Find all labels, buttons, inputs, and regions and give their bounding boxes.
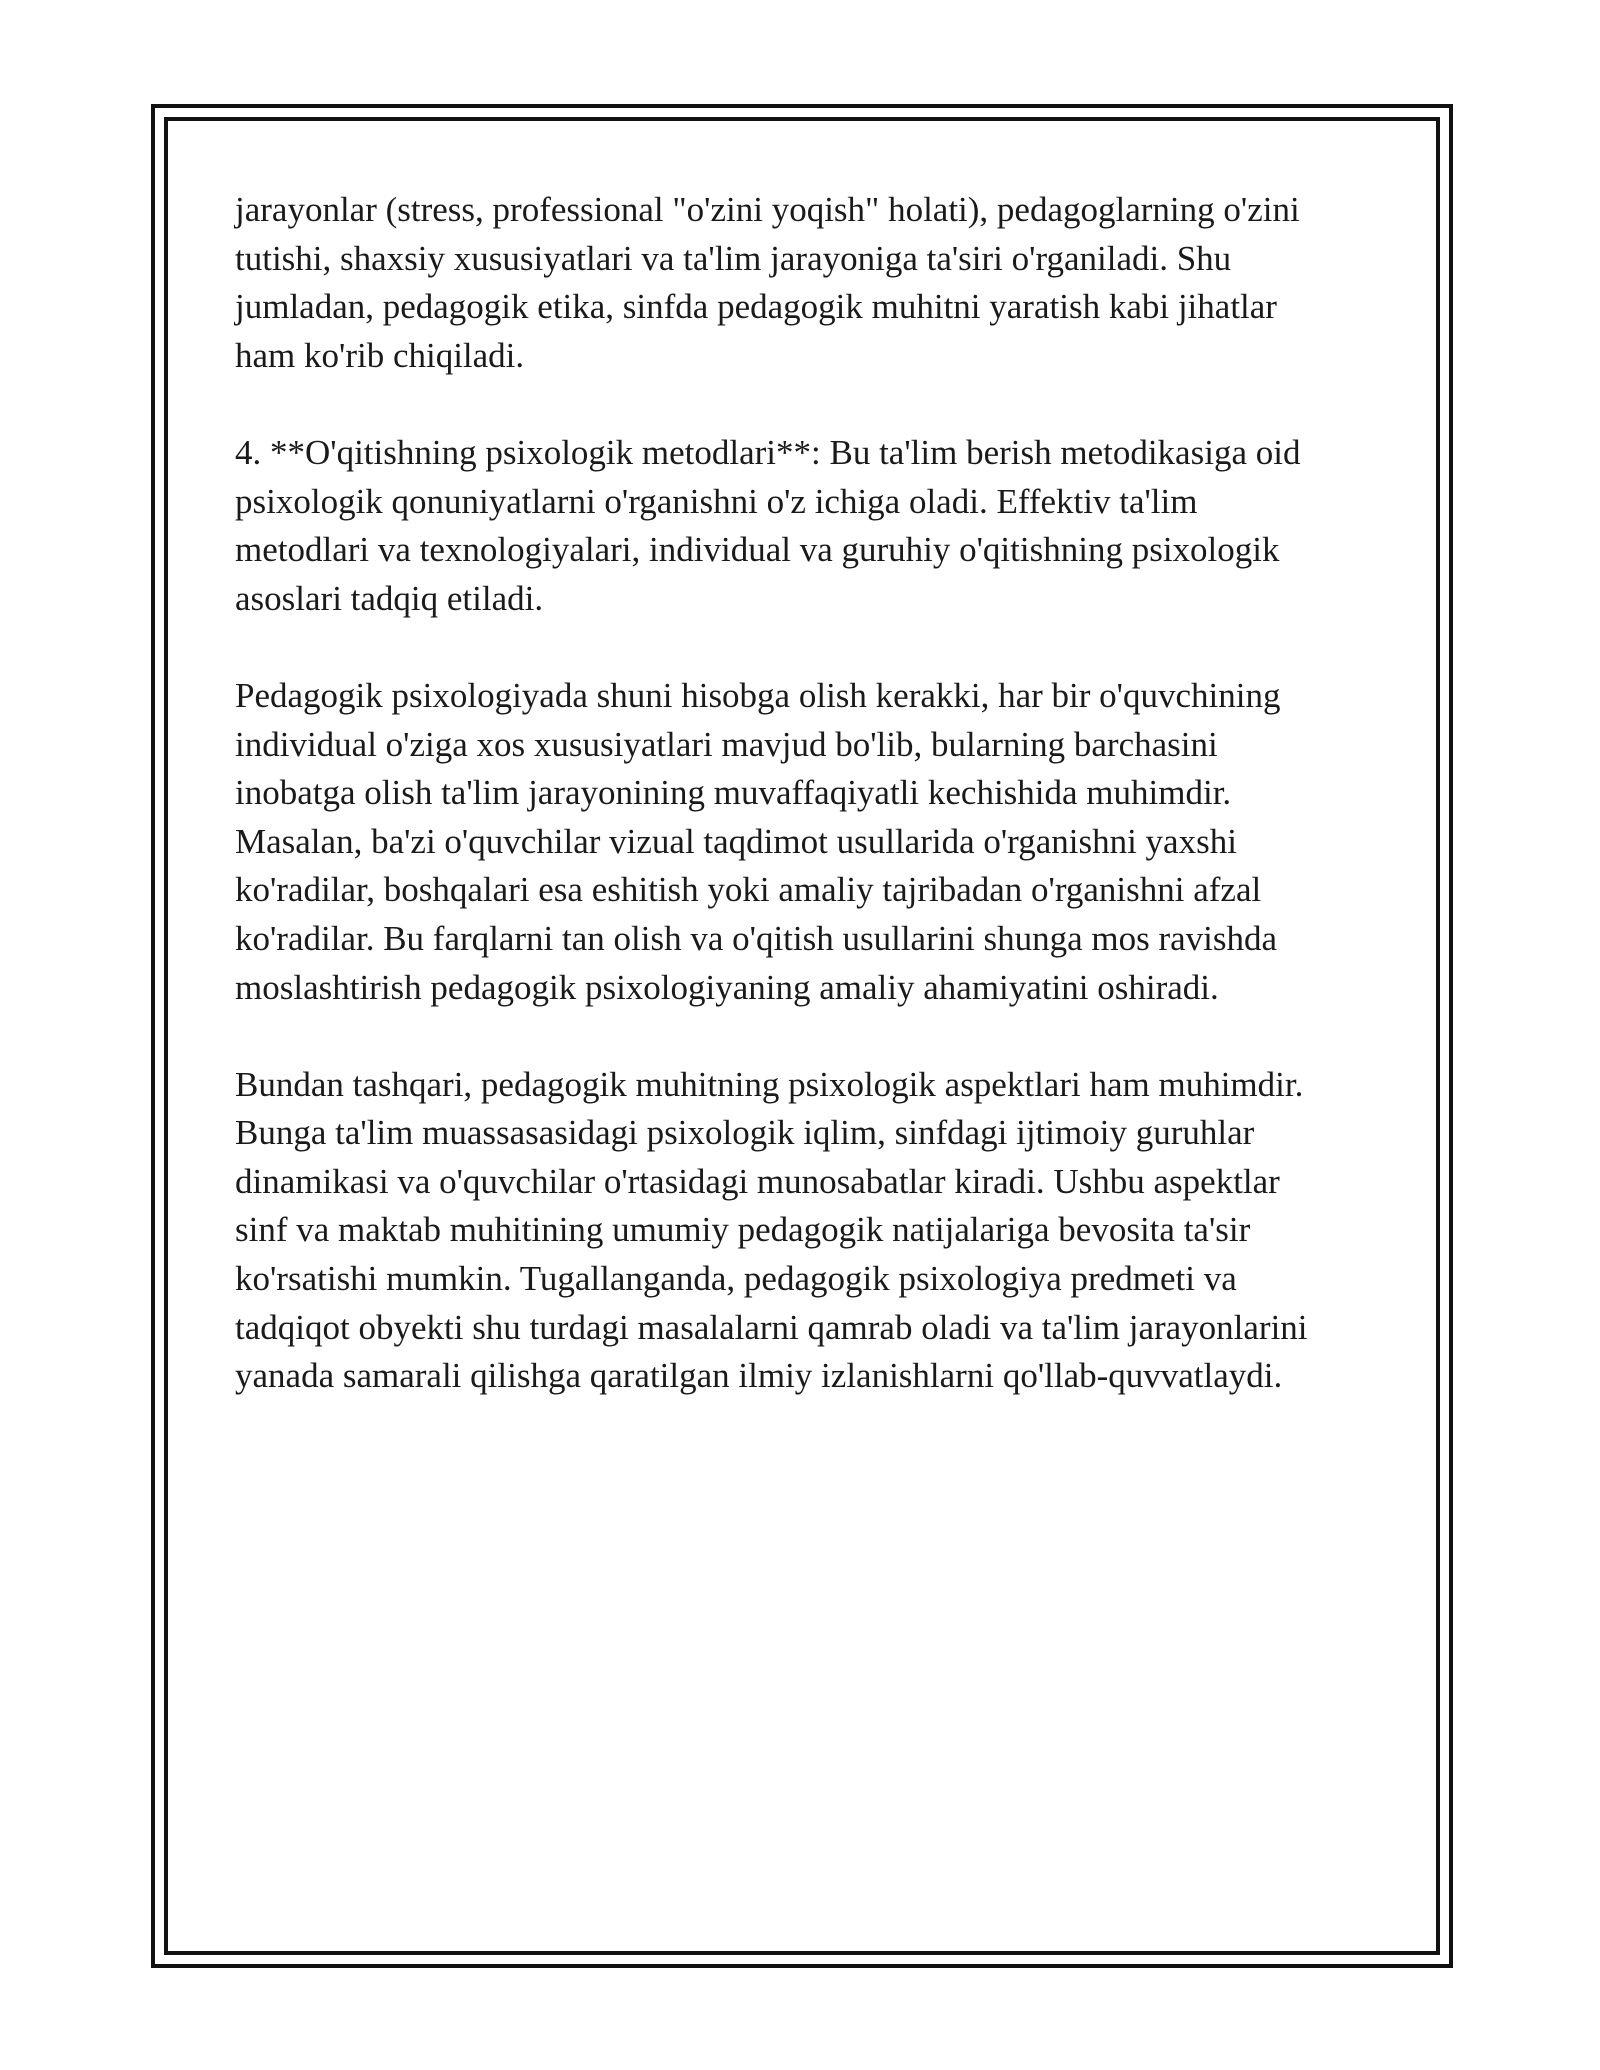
document-body: [235, 186, 1385, 1449]
text-line: tutishi, shaxsiy xususiyatlari va ta'lim jarayoniga ta'siri o'rganiladi. Shu: [235, 238, 1232, 278]
text-line: ham ko'rib chiqiladi.: [235, 335, 525, 375]
text-line: ko'radilar. Bu farqlarni tan olish va o'qitish usullarini shunga mos ravishda: [235, 918, 1278, 958]
text-line: Masalan, ba'zi o'quvchilar vizual taqdimot usullarida o'rganishni yaxshi: [235, 821, 1237, 861]
text-line: Bunga ta'lim muassasasidagi psixologik iqlim, sinfdagi ijtimoiy guruhlar: [235, 1113, 1255, 1153]
text-line: inobatga olish ta'lim jarayonining muvaffaqiyatli kechishida muhimdir.: [235, 773, 1232, 813]
text-line: moslashtirish pedagogik psixologiyaning amaliy ahamiyatini oshiradi.: [235, 967, 1219, 1007]
text-line: Bundan tashqari, pedagogik muhitning psixologik aspektlari ham muhimdir.: [235, 1064, 1304, 1104]
text-line: Pedagogik psixologiyada shuni hisobga olish kerakki, har bir o'quvchining: [235, 675, 1281, 715]
text-line: psixologik qonuniyatlarni o'rganishni o'z ichiga oladi. Effektiv ta'lim: [235, 481, 1198, 521]
text-line: dinamikasi va o'quvchilar o'rtasidagi munosabatlar kiradi. Ushbu aspektlar: [235, 1161, 1280, 1201]
text-line: yanada samarali qilishga qaratilgan ilmiy izlanishlarni qo'llab-quvvatlaydi.: [235, 1356, 1283, 1396]
text-line: sinf va maktab muhitining umumiy pedagogik natijalariga bevosita ta'sir: [235, 1210, 1251, 1250]
paragraph-2: [235, 429, 1385, 623]
text-line: individual o'ziga xos xususiyatlari mavjud bo'lib, bularning barchasini: [235, 724, 1218, 764]
text-line: ko'rsatishi mumkin. Tugallanganda, pedagogik psixologiya predmeti va: [235, 1259, 1237, 1299]
text-line: jarayonlar (stress, professional "o'zini yoqish" holati), pedagoglarning o'zini: [235, 190, 1300, 229]
text-line: tadqiqot obyekti shu turdagi masalalarni qamrab oladi va ta'lim jarayonlarini: [235, 1307, 1308, 1347]
paragraph-3: [235, 672, 1385, 1012]
text-line: metodlari va texnologiyalari, individual va guruhiy o'qitishning psixologik: [235, 530, 1280, 570]
paragraph-1: [235, 186, 1385, 380]
text-line: jumladan, pedagogik etika, sinfda pedagogik muhitni yaratish kabi jihatlar: [235, 287, 1277, 327]
paragraph-4: [235, 1061, 1385, 1401]
text-line: ko'radilar, boshqalari esa eshitish yoki amaliy tajribadan o'rganishni afzal: [235, 870, 1262, 910]
text-line: asoslari tadqiq etiladi.: [235, 578, 544, 618]
text-line: 4. **O'qitishning psixologik metodlari**: Bu ta'lim berish metodikasiga oid: [235, 432, 1301, 472]
